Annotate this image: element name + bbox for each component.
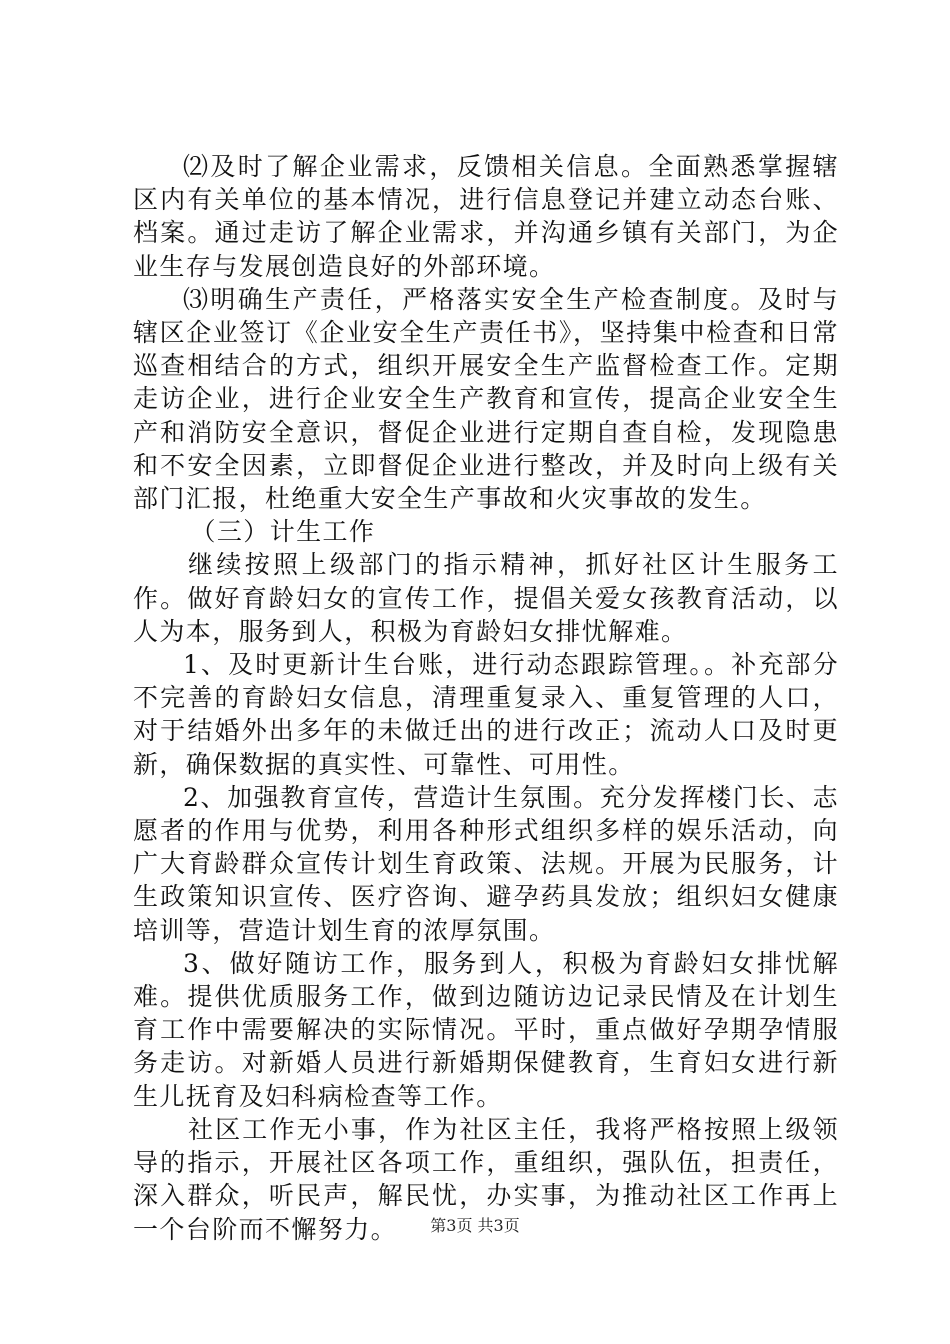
paragraph-item-2-education: 2、加强教育宣传，营造计生氛围。充分发挥楼门长、志愿者的作用与优势，利用各种形式组织多样的娱乐活动，向广大育龄群众宣传计划生育政策、法规。开展为民服务，计生政策知识宣传、医疗咨询、避孕药具发放；组织妇女健康培训等，营造计划生育的浓厚氛围。: [133, 782, 839, 945]
document-body: [133, 150, 839, 1246]
paragraph-conclusion: 社区工作无小事，作为社区主任，我将严格按照上级领导的指示，开展社区各项工作，重组织，强队伍，担责任，深入群众，听民声，解民忧，办实事，为推动社区工作再上一个台阶而不懈努力。: [133, 1114, 839, 1244]
page-number-footer: 第3页 共3页: [430, 1216, 520, 1235]
paragraph-item-2: ⑵及时了解企业需求，反馈相关信息。全面熟悉掌握辖区内有关单位的基本情况，进行信息登记并建立动态台账、档案。通过走访了解企业需求，并沟通乡镇有关部门，为企业生存与发展创造良好的外部环境。: [133, 152, 839, 281]
section-heading-family-planning: （三）计生工作: [190, 517, 376, 547]
paragraph-family-planning-intro: 继续按照上级部门的指示精神，抓好社区计生服务工作。做好育龄妇女的宣传工作，提倡关爱女孩教育活动，以人为本，服务到人，积极为育龄妇女排忧解难。: [133, 550, 839, 646]
paragraph-item-3: ⑶明确生产责任，严格落实安全生产检查制度。及时与辖区企业签订《企业安全生产责任书》，坚持集中检查和日常巡查相结合的方式，组织开展安全生产监督检查工作。定期走访企业，进行企业安全生产教育和宣传，提高企业安全生产和消防安全意识，督促企业进行定期自查自检，发现隐患和不安全因素，立即督促企业进行整改，并及时向上级有关部门汇报，杜绝重大安全生产事故和火灾事故的发生。: [133, 284, 839, 514]
paragraph-item-3-followup: 3、做好随访工作，服务到人，积极为育龄妇女排忧解难。提供优质服务工作，做到边随访边记录民情及在计划生育工作中需要解决的实际情况。平时，重点做好孕期孕情服务走访。对新婚人员进行新婚期保健教育，生育妇女进行新生儿抚育及妇科病检查等工作。: [133, 948, 839, 1111]
paragraph-item-1-ledger: 1、及时更新计生台账，进行动态跟踪管理。。补充部分不完善的育龄妇女信息，清理重复录入、重复管理的人口，对于结婚外出多年的未做迁出的进行改正；流动人口及时更新，确保数据的真实性、可靠性、可用性。: [133, 650, 839, 779]
